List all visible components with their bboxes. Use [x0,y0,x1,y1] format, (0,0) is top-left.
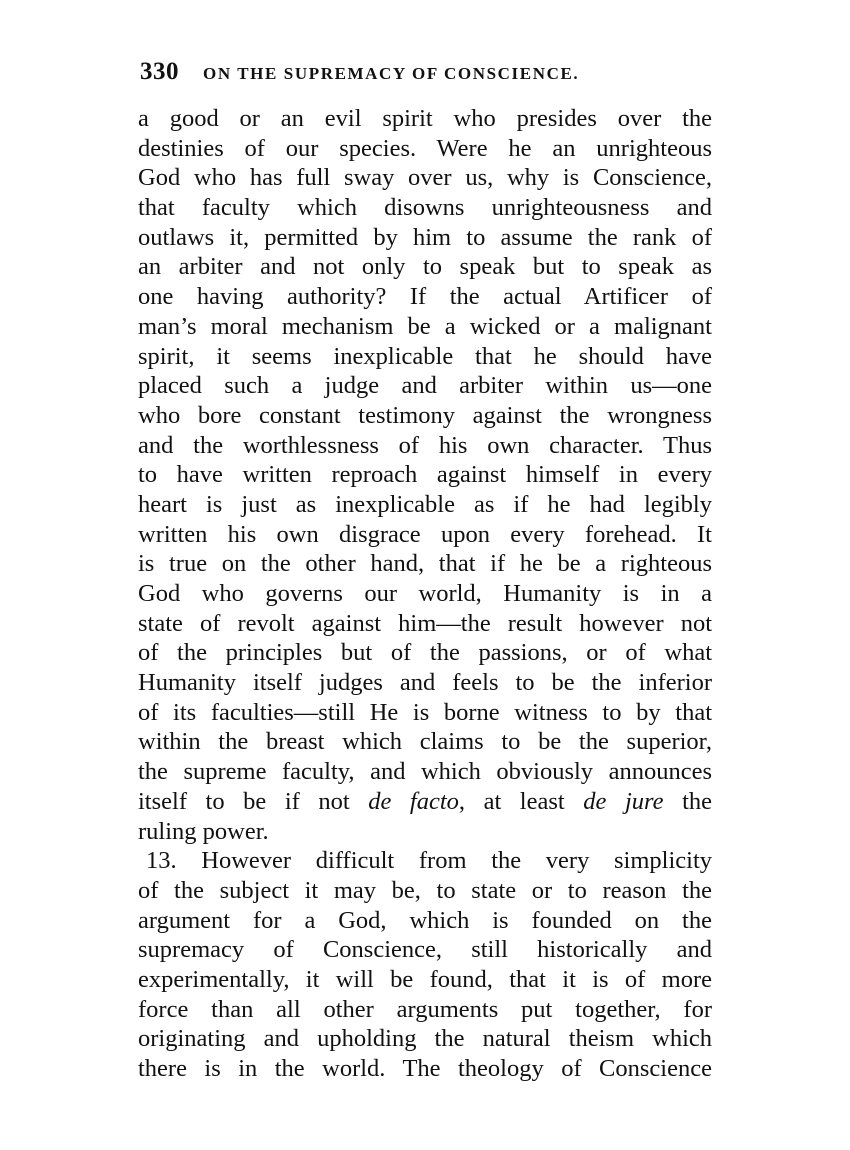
text-line: of the subject it may be, to state or to reason the [138,876,712,904]
text-line: Humanity itself judges and feels to be the inferior [138,669,712,697]
text-line: experimentally, it will be found, that it is of more [138,965,712,993]
italic-phrase-de-jure: de jure [583,787,664,815]
text-line: written his own disgrace upon every forehead. It [138,520,712,548]
text-line-with-italics [138,787,712,817]
text-line: one having authority? If the actual Artificer of [138,283,712,311]
text-line: a good or an evil spirit who presides over the [138,105,712,132]
text-line: is true on the other hand, that if he be a righteous [138,550,712,578]
page-header [140,58,720,90]
text-line: argument for a God, which is founded on the [138,906,712,934]
text-line: state of revolt against him—the result however not [138,609,712,637]
italic-phrase-de-facto: de facto [368,787,459,815]
page-number: 330 [140,58,179,85]
text-line: God who governs our world, Humanity is in a [138,580,712,607]
text-line: who bore constant testimony against the wrongness [138,401,712,429]
text-line: placed such a judge and arbiter within us—one [138,372,712,400]
text-line: within the breast which claims to be the superior, [138,728,712,756]
text-line: spirit, it seems inexplicable that he should have [138,342,712,370]
text-line: of the principles but of the passions, or of what [138,639,712,667]
text-line: to have written reproach against himself in every [138,461,712,489]
text-line: there is in the world. The theology of Conscience [138,1055,712,1082]
text-run: itself to be if not [138,787,369,815]
text-line: outlaws it, permitted by him to assume the rank of [138,223,712,251]
text-line: God who has full sway over us, why is Conscience, [138,164,712,192]
text-line: that faculty which disowns unrighteousness and [138,194,712,222]
paragraph-start-line: 13. However difficult from the very simplicity [146,847,712,875]
text-line: heart is just as inexplicable as if he had legibly [138,490,712,518]
text-run: the [663,787,713,815]
text-line: and the worthlessness of his own character. Thus [138,431,712,459]
text-line: man’s moral mechanism be a wicked or a malignant [138,312,712,340]
text-line: force than all other arguments put together, for [138,995,712,1023]
text-line: originating and upholding the natural theism which [138,1025,712,1053]
text-line: destinies of our species. Were he an unrighteous [138,134,712,162]
running-title: ON THE SUPREMACY OF CONSCIENCE. [203,64,580,83]
text-run: , at least [458,787,584,815]
text-line: of its faculties—still He is borne witness to by that [138,698,712,726]
text-line: the supreme faculty, and which obviously announces [138,758,712,786]
paragraph-end-line: ruling power. [138,817,269,845]
text-line: an arbiter and not only to speak but to speak as [138,253,712,281]
text-line: supremacy of Conscience, still historically and [138,936,712,964]
body-text [138,104,712,1084]
